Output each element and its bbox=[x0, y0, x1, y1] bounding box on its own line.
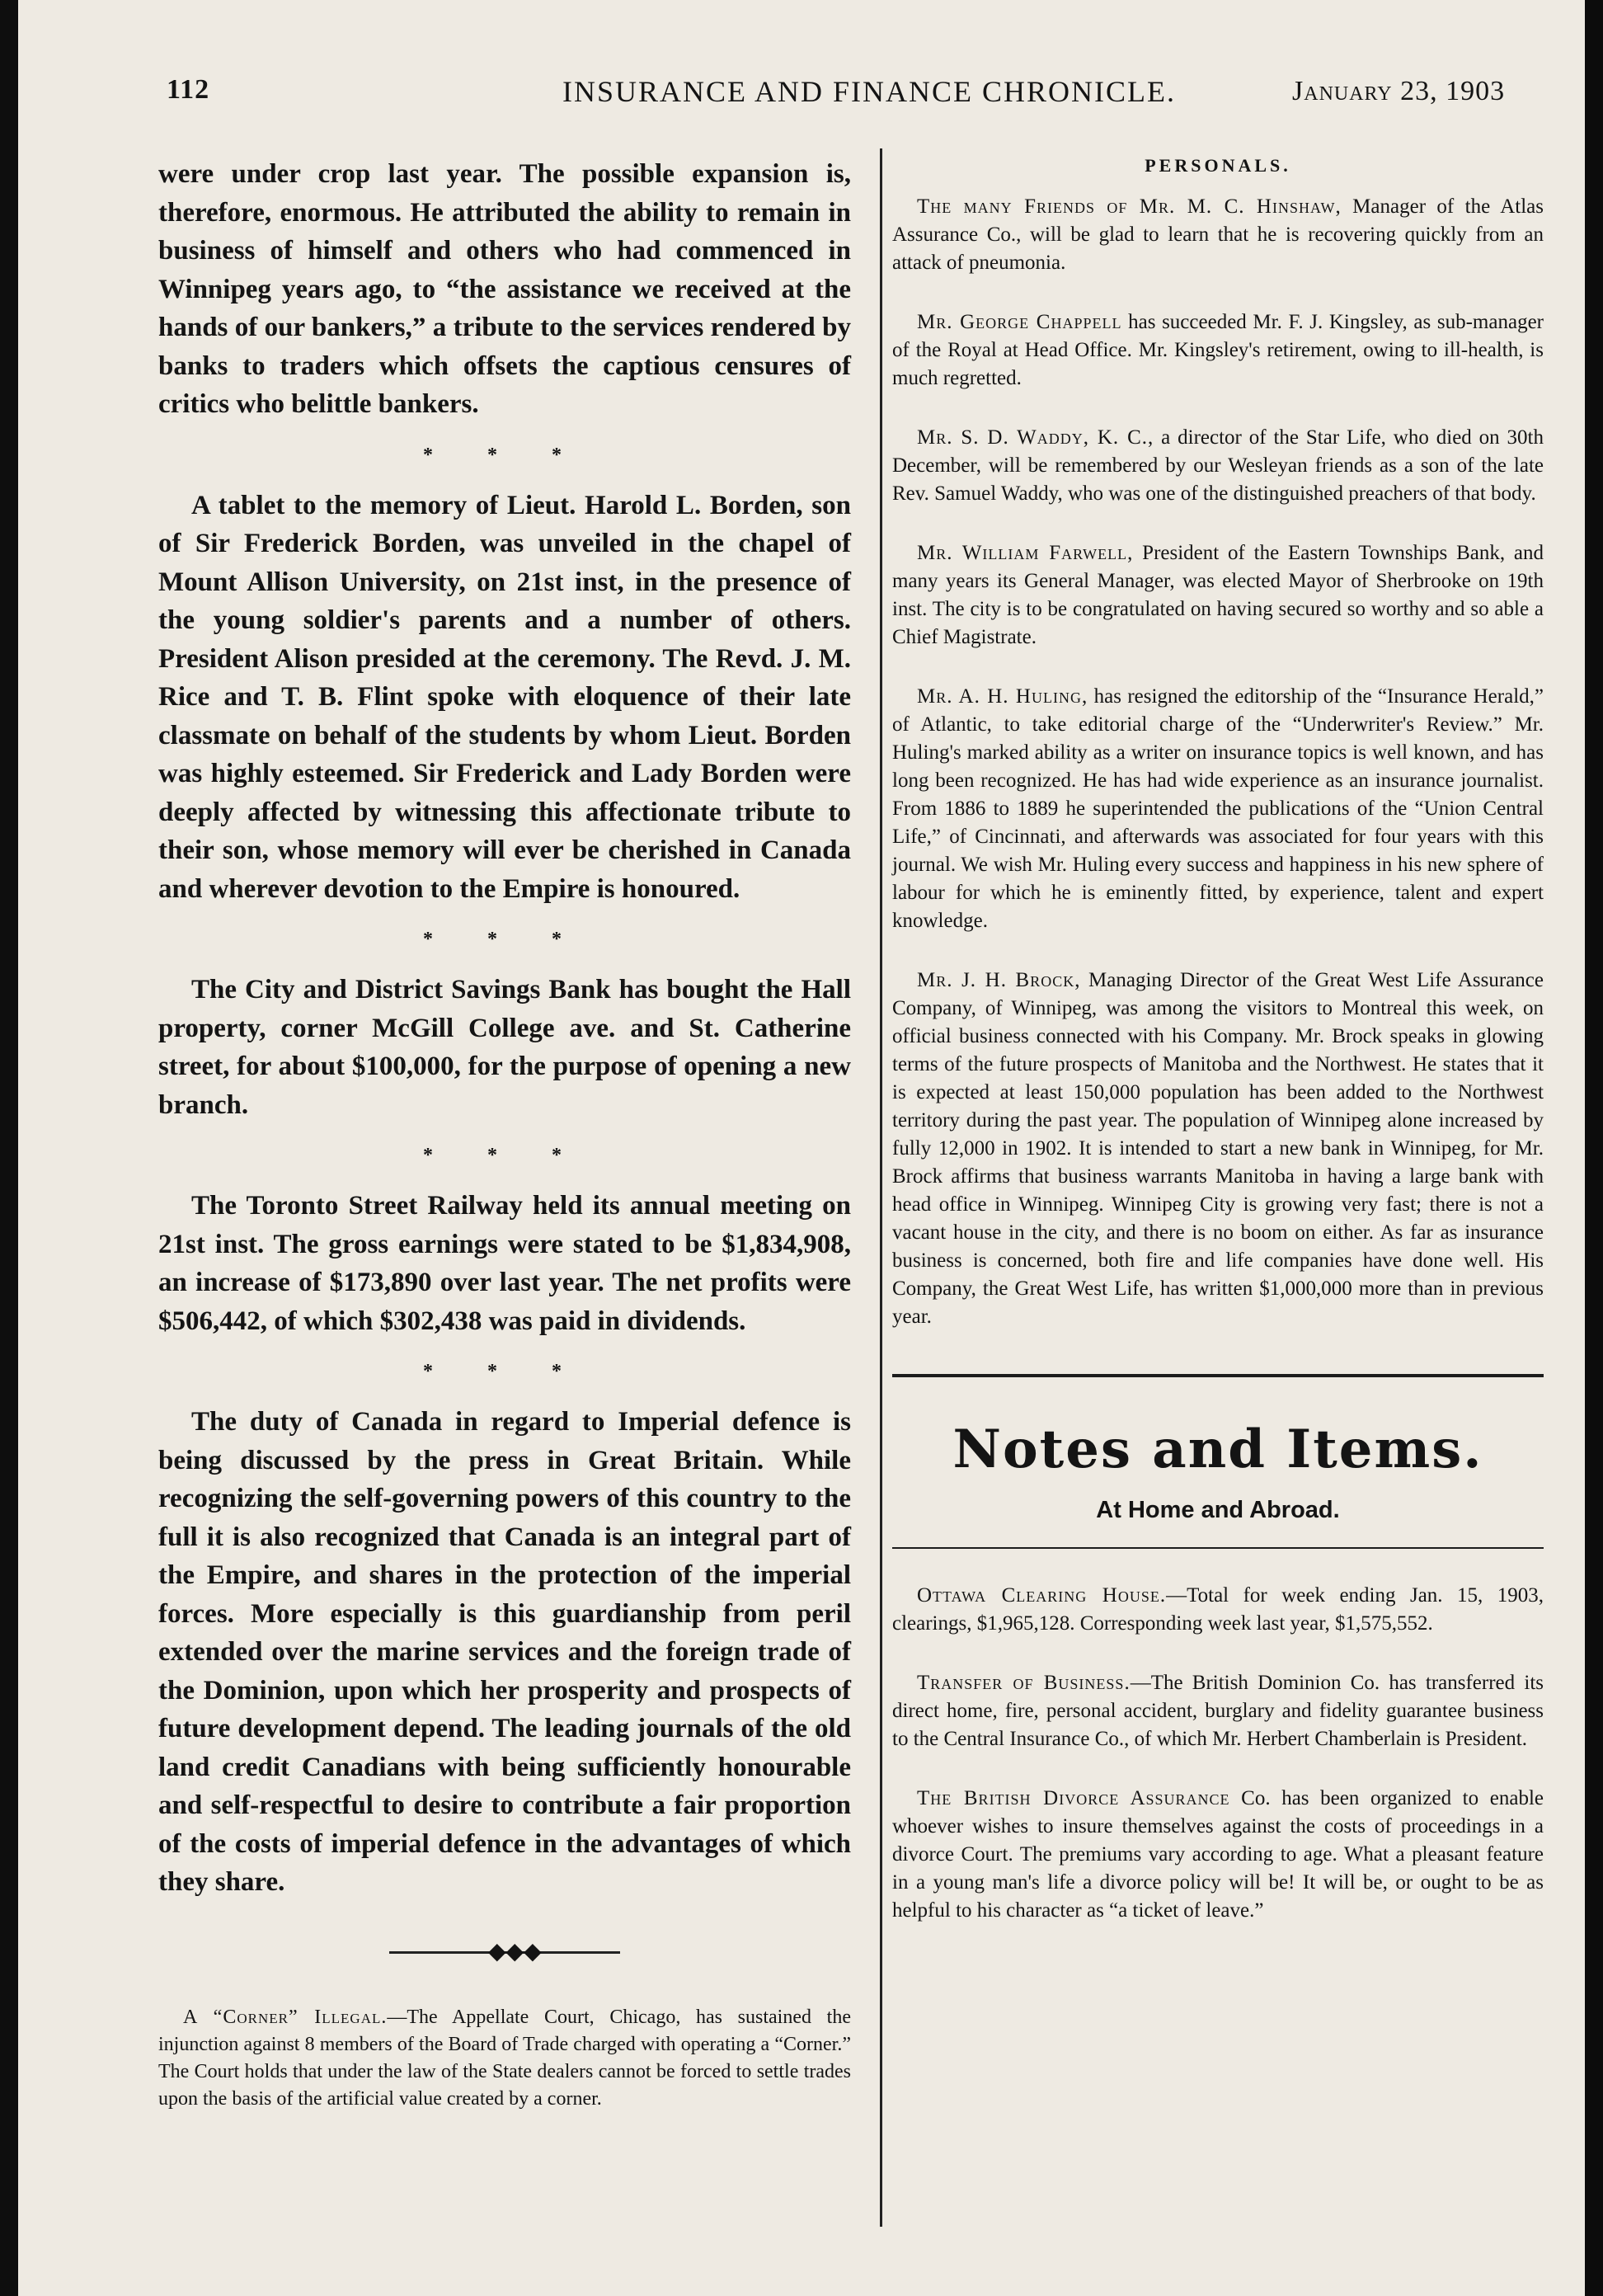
section-rule bbox=[892, 1374, 1544, 1377]
personal-item bbox=[892, 539, 1544, 652]
note-item bbox=[892, 1582, 1544, 1638]
article-paragraph: were under crop last year. The possible expansion is, therefore, enormous. He attributed the ability to remain in business of himself and others who had commenced in Winnipeg years ago, to “the assistance we received at the hands of our bankers,” a tribute to the services rendered by banks to traders which offsets the captious censures of critics who belittle bankers. bbox=[158, 159, 851, 419]
item-text: has resigned the editorship of the “Insurance Herald,” of Atlantic, to take editorial charge of the “Underwriter's Review.” Mr. Huling's marked ability as a writer on insurance topics is well known, and has long been recognized. He has had wide experience as an insurance journalist. From 1886 to 1889 he superintended the publications of the “Union Central Life,” of Cincinnati, and afterwards was associated for four years with this journal. We wish Mr. Huling every success and happiness in his new sphere of labour for which he is eminently fitted, by experience, talent and expert knowledge. bbox=[892, 685, 1544, 932]
page-number: 112 bbox=[167, 74, 210, 105]
item-lead: Mr. S. D. Waddy, K. C., bbox=[917, 426, 1154, 449]
note-item bbox=[892, 1785, 1544, 1925]
issue-date: January 23, 1903 bbox=[1292, 76, 1506, 106]
ornament-diamond-icon: ◆◆◆ bbox=[488, 1938, 542, 1964]
item-lead: Mr. George Chappell bbox=[917, 311, 1122, 333]
section-separator: * * * bbox=[423, 1145, 586, 1166]
item-lead: Ottawa Clearing House. bbox=[917, 1584, 1167, 1607]
article-paragraph: A tablet to the memory of Lieut. Harold L. Borden, son of Sir Frederick Borden, was unveiled in the chapel of Mount Allison University, on 21st inst, in the presence of the young soldier's parents and a number of others. President Alison presided at the ceremony. The Revd. J. M. Rice and T. B. Flint spoke with eloquence of their late classmate on behalf of the students by whom Lieut. Borden was highly esteemed. Sir Frederick and Lady Borden were deeply affected by witnessing this affectionate tribute to their son, whose memory will ever be cherished in Canada and wherever devotion to the Empire is honoured. bbox=[158, 490, 851, 904]
item-text: Managing Director of the Great West Life Assurance Company, of Winnipeg, was among the visitors to Montreal this week, on official business connected with his Company. Mr. Brock speaks in glowing terms of the future prospects of Manitoba and the Northwest. He states that it is expected at least 150,000 population has been added to the Northwest territory during the past year. The population of Winnipeg alone increased by fully 12,000 in 1902. It is intended to start a new bank in Winnipeg, for Mr. Brock affirms that business warrants Manitoba in having a large bank with head office in Winnipeg. Winnipeg City is growing very fast; there is not a vacant house in the city, and there is no boom on either. As far as insurance business is concerned, both fire and life companies have done well. His Company, the Great West Life, has written $1,000,000 more than in previous year. bbox=[892, 969, 1544, 1328]
notes-heading: Notes and Items. bbox=[952, 1419, 1483, 1480]
ornament-divider bbox=[158, 1935, 851, 1971]
newspaper-page bbox=[18, 0, 1585, 2296]
column-rule bbox=[880, 148, 882, 2227]
item-text: President of the Eastern Townships Bank, and many years its General Manager, was elected Mayor of Sherbrooke on 19th inst. The city is to be congratulated on having secured so worthy and so able a Chief Magistrate. bbox=[892, 542, 1544, 648]
item-lead: Mr. William Farwell, bbox=[917, 542, 1134, 564]
article-paragraph: The City and District Savings Bank has bought the Hall property, corner McGill College ave. and St. Catherine street, for about $100,000, for the purpose of opening a new branch. bbox=[158, 975, 851, 1120]
note-item bbox=[892, 1669, 1544, 1753]
item-lead: Transfer of Business. bbox=[917, 1672, 1131, 1694]
personal-item bbox=[892, 967, 1544, 1331]
item-text: has succeeded Mr. F. J. Kingsley, as sub-manager of the Royal at Head Office. Mr. Kingsley's retirement, owing to ill-health, is much regretted. bbox=[892, 311, 1544, 389]
personal-item bbox=[892, 424, 1544, 508]
item-text: Manager of the Atlas Assurance Co., will be glad to learn that he is recovering quickly from an attack of pneumonia. bbox=[892, 195, 1544, 274]
notes-subheading: At Home and Abroad. bbox=[1096, 1497, 1340, 1523]
scan-edge-left bbox=[0, 0, 18, 2296]
article-paragraph: The Toronto Street Railway held its annual meeting on 21st inst. The gross earnings were stated to be $1,834,908, an increase of $173,890 over last year. The net profits were $506,442, of which $302,438 was paid in dividends. bbox=[158, 1191, 851, 1336]
personals-heading: PERSONALS. bbox=[1145, 155, 1291, 176]
scan-edge-right bbox=[1585, 0, 1603, 2296]
item-text: a director of the Star Life, who died on 30th December, will be remembered by our Wesleyan friends as a son of the late Rev. Samuel Waddy, who was one of the distinguished preachers of that body. bbox=[892, 426, 1544, 505]
section-rule bbox=[892, 1547, 1544, 1549]
personal-item bbox=[892, 308, 1544, 393]
corner-item bbox=[158, 2004, 851, 2113]
right-column bbox=[892, 155, 1544, 1956]
item-text: Co. has been organized to enable whoever wishes to insure themselves against the costs of proceedings in a divorce Court. The premiums vary according to age. What a pleasant feature in a young man's life a divorce policy will be! It will be, or ought to be as helpful to his character as “a ticket of leave.” bbox=[892, 1787, 1544, 1922]
section-separator: * * * bbox=[423, 929, 586, 950]
item-lead: The British Divorce Assurance bbox=[917, 1787, 1230, 1809]
item-lead: The many Friends of Mr. M. C. Hinshaw, bbox=[917, 195, 1342, 218]
personal-item bbox=[892, 683, 1544, 935]
section-separator: * * * bbox=[423, 444, 586, 466]
left-column bbox=[158, 155, 851, 2113]
item-lead: Mr. A. H. Huling, bbox=[917, 685, 1088, 708]
publication-title: INSURANCE AND FINANCE CHRONICLE. bbox=[562, 75, 1177, 108]
item-lead: A “Corner” Illegal. bbox=[183, 2006, 388, 2028]
item-text: —The British Dominion Co. has transferred its direct home, fire, personal accident, burglary and fidelity guarantee business to the Central Insurance Co., of which Mr. Herbert Chamberlain is President. bbox=[892, 1672, 1544, 1750]
article-paragraph: The duty of Canada in regard to Imperial defence is being discussed by the press in Great Britain. While recognizing the self-governing powers of this country to the full it is also recognized that Canada is an integral part of the Empire, and shares in the protection of the imperial forces. More especially is this guardianship from peril extended over the marine services and the foreign trade of the Dominion, upon which her prosperity and prospects of future development depend. The leading journals of the old land credit Canadians with being sufficiently honourable and self-respectful to desire to contribute a fair proportion of the costs of imperial defence in the advantages of which they share. bbox=[158, 1407, 851, 1897]
page-header bbox=[167, 74, 1568, 124]
item-lead: Mr. J. H. Brock, bbox=[917, 969, 1081, 991]
item-text: —The Appellate Court, Chicago, has sustained the injunction against 8 members of the Board of Trade charged with operating a “Corner.” The Court holds that under the law of the State dealers cannot be forced to settle trades upon the basis of the artificial value created by a corner. bbox=[158, 2006, 851, 2110]
section-separator: * * * bbox=[423, 1361, 586, 1382]
personal-item bbox=[892, 193, 1544, 277]
item-text: —Total for week ending Jan. 15, 1903, clearings, $1,965,128. Corresponding week last year, $1,575,552. bbox=[892, 1584, 1544, 1635]
